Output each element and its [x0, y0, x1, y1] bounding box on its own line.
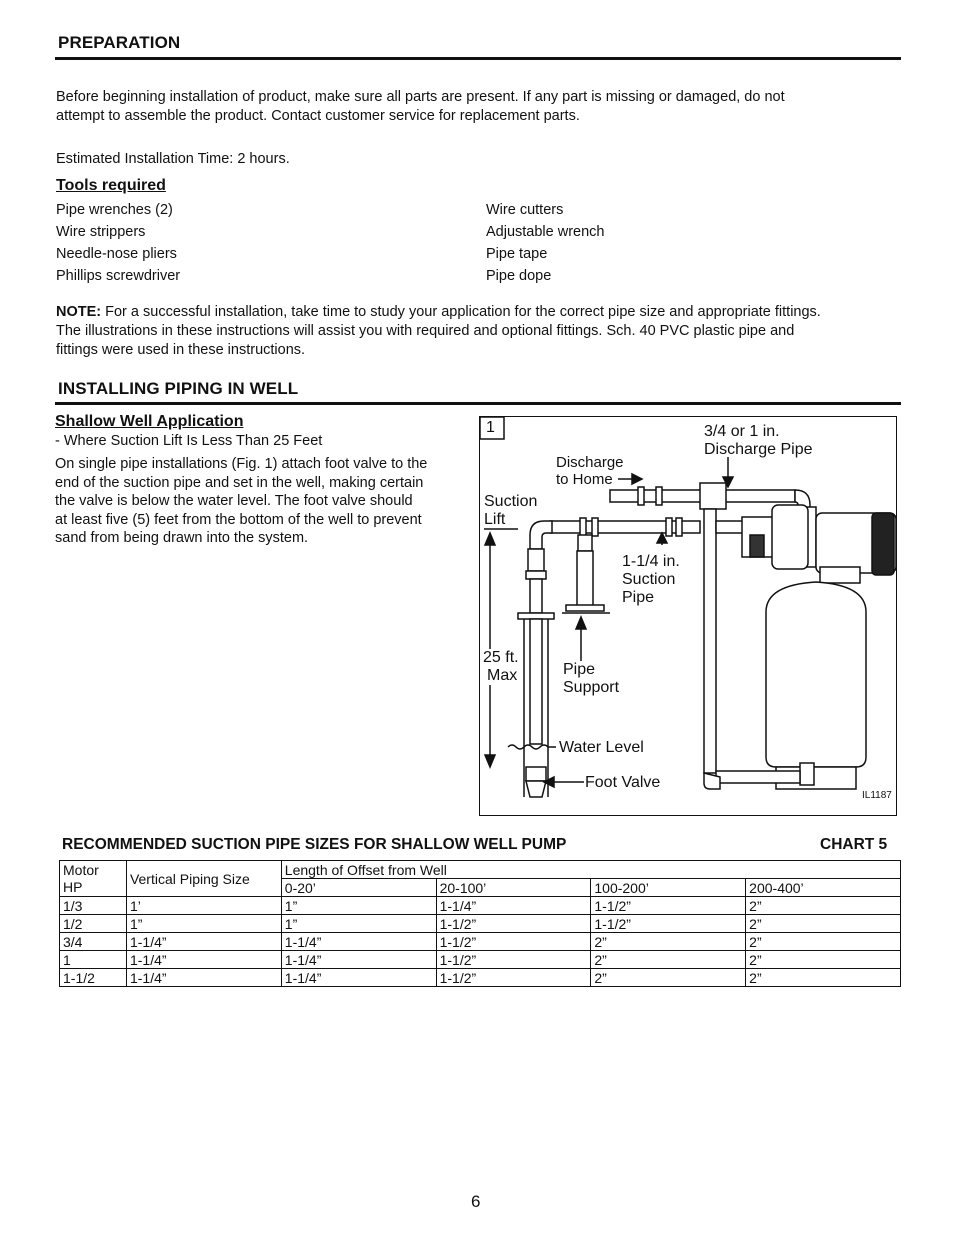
- table-cell: 1-1/4”: [281, 933, 436, 951]
- table-cell: 2”: [746, 969, 901, 987]
- table-cell: 1-1/2”: [436, 969, 591, 987]
- table-cell: 1/3: [60, 897, 127, 915]
- tool-item: Wire strippers: [56, 224, 146, 240]
- tool-item: Needle-nose pliers: [56, 246, 177, 262]
- label-25ft-max: 25 ft. Max: [483, 649, 519, 684]
- label-water-level: Water Level: [559, 739, 644, 756]
- table-cell: 1-1/4”: [281, 969, 436, 987]
- table-cell: 1-1/4”: [281, 951, 436, 969]
- chart-number: CHART 5: [820, 836, 888, 853]
- table-cell: 3/4: [60, 933, 127, 951]
- table-cell: 1-1/2”: [591, 897, 746, 915]
- tool-item: Pipe wrenches (2): [56, 202, 173, 218]
- tool-item: Pipe tape: [486, 246, 548, 262]
- table-cell: 1”: [126, 915, 281, 933]
- tools-heading: Tools required: [56, 177, 166, 194]
- label-foot-valve: Foot Valve: [585, 774, 661, 791]
- shallow-well-heading: Shallow Well Application: [55, 413, 244, 430]
- pressure-tank: [704, 582, 866, 789]
- table-cell: 1-1/2”: [436, 915, 591, 933]
- table-cell: 1-1/4”: [126, 951, 281, 969]
- table-cell: 2”: [746, 915, 901, 933]
- header-offset-range: 0-20’: [281, 879, 436, 897]
- shallow-well-subnote: - Where Suction Lift Is Less Than 25 Feet: [55, 433, 323, 449]
- table-row: [60, 915, 901, 933]
- note-label: NOTE:: [56, 304, 102, 320]
- table-cell: 1”: [281, 897, 436, 915]
- figure-shallow-well: [479, 416, 897, 816]
- table-cell: 1-1/2”: [436, 933, 591, 951]
- tool-item: Pipe dope: [486, 268, 552, 284]
- table-cell: 1”: [281, 915, 436, 933]
- section-rule: [55, 57, 901, 60]
- header-motor-hp: Motor HP: [60, 861, 127, 897]
- table-cell: 1-1/2”: [591, 915, 746, 933]
- table-header-row: [60, 861, 901, 879]
- well-diagram: [480, 417, 898, 817]
- table-cell: 2”: [746, 933, 901, 951]
- suction-pipe-table: [59, 860, 901, 987]
- installing-heading: INSTALLING PIPING IN WELL: [58, 379, 299, 398]
- figure-number: 1: [486, 419, 495, 436]
- figure-code: IL1187: [862, 790, 892, 801]
- note-paragraph: NOTE: For a successful installation, take time to study your application for the correct pipe size and appropriate fittings. The illustrations in these instructions will assist you with required and optional fittings. Sch. 40 PVC plastic pipe and fittings were used in these instructions.: [56, 304, 821, 358]
- label-pipe-support: Pipe Support: [563, 661, 620, 696]
- table-cell: 2”: [591, 951, 746, 969]
- table-cell: 2”: [746, 951, 901, 969]
- table-cell: 1-1/2”: [436, 951, 591, 969]
- table-cell: 2”: [746, 897, 901, 915]
- page-number: 6: [471, 1192, 481, 1211]
- table-cell: 1’: [126, 897, 281, 915]
- table-cell: 2”: [591, 933, 746, 951]
- header-offset: Length of Offset from Well: [281, 861, 900, 879]
- table-cell: 1: [60, 951, 127, 969]
- header-vertical-piping: Vertical Piping Size: [126, 861, 281, 897]
- table-row: [60, 897, 901, 915]
- table-row: [60, 951, 901, 969]
- table-row: [60, 969, 901, 987]
- pump: [742, 505, 896, 583]
- section-rule: [55, 402, 901, 405]
- installation-time: Estimated Installation Time: 2 hours.: [56, 151, 290, 167]
- table-row: [60, 933, 901, 951]
- label-discharge-pipe: 3/4 or 1 in. Discharge Pipe: [704, 423, 813, 458]
- shallow-well-body: On single pipe installations (Fig. 1) attach foot valve to the end of the suction pipe and set in the well, making certain the valve is below the water level. The foot valve should at least five (5) feet from the bottom of the well to prevent sand from being drawn into the system.: [55, 456, 428, 547]
- header-offset-range: 200-400’: [746, 879, 901, 897]
- tool-item: Phillips screwdriver: [56, 268, 181, 284]
- intro-paragraph: Before beginning installation of product, make sure all parts are present. If any part is missing or damaged, do not attempt to assemble the product. Contact customer service for replacement parts.: [56, 89, 785, 124]
- label-discharge-to-home: Discharge to Home: [556, 454, 624, 488]
- tool-item: Adjustable wrench: [486, 224, 605, 240]
- header-offset-range: 20-100’: [436, 879, 591, 897]
- preparation-heading: PREPARATION: [58, 33, 181, 52]
- table-cell: 1-1/4”: [126, 969, 281, 987]
- table-cell: 1-1/4”: [436, 897, 591, 915]
- table-cell: 1/2: [60, 915, 127, 933]
- table-cell: 2”: [591, 969, 746, 987]
- tool-item: Wire cutters: [486, 202, 564, 218]
- header-offset-range: 100-200’: [591, 879, 746, 897]
- table-cell: 1-1/2: [60, 969, 127, 987]
- label-suction-pipe: 1-1/4 in. Suction Pipe: [622, 553, 680, 606]
- table-cell: 1-1/4”: [126, 933, 281, 951]
- chart-title: RECOMMENDED SUCTION PIPE SIZES FOR SHALLOW WELL PUMP: [62, 836, 567, 853]
- vertical-pipe: [704, 509, 716, 773]
- label-suction-lift: Suction Lift: [484, 493, 538, 528]
